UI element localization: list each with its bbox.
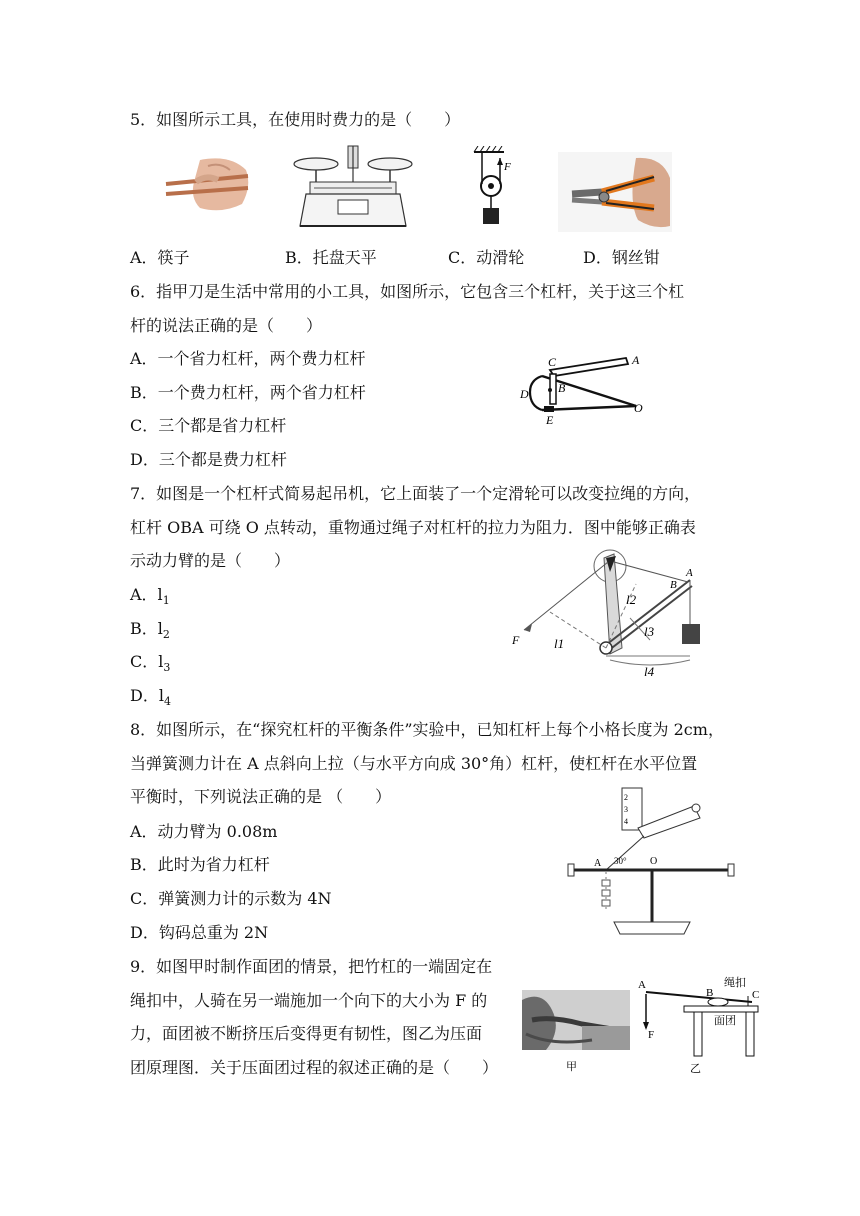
- q6-option-a[interactable]: A．一个省力杠杆，两个费力杠杆: [130, 349, 366, 368]
- q6-label-b: B: [558, 381, 566, 395]
- q9-stem-line1: 9．如图甲时制作面团的情景，把竹杠的一端固定在: [130, 957, 493, 976]
- q8-stem-line1: 8．如图所示，在“探究杠杆的平衡条件”实验中，已知杠杆上每个小格长度为 2cm，: [130, 720, 724, 739]
- q6-option-c[interactable]: C．三个都是省力杠杆: [130, 416, 287, 435]
- q5-option-c[interactable]: C．动滑轮: [448, 248, 525, 267]
- q9-stem-line4: 团原理图．关于压面团过程的叙述正确的是（ ）: [130, 1058, 499, 1077]
- dough-photo-figure: [522, 990, 630, 1074]
- q6-option-b[interactable]: B．一个费力杠杆，两个省力杠杆: [130, 383, 366, 402]
- q7-option-d[interactable]: D．$l_4$: [130, 686, 171, 709]
- q6-stem-line2: 杆的说法正确的是（ ）: [130, 316, 323, 335]
- q8-option-a[interactable]: A．动力臂为 0.08m: [130, 822, 278, 841]
- q8-option-c[interactable]: C．弹簧测力计的示数为 4N: [130, 889, 332, 908]
- q5-option-d[interactable]: D．钢丝钳: [583, 248, 660, 267]
- q8-scale-4: 4: [624, 817, 628, 826]
- q7-stem-line2: 杠杆 OBA 可绕 O 点转动，重物通过绳子对杠杆的拉力为阻力．图中能够正确表: [130, 518, 696, 537]
- q9-label-a: A: [638, 979, 646, 991]
- q9-label-dough: 面团: [714, 1015, 736, 1027]
- q7-label-l4: l4: [644, 664, 655, 679]
- q5-option-a[interactable]: A．筷子: [130, 248, 190, 267]
- nail-clipper-figure: [516, 350, 666, 430]
- q6-label-c: C: [548, 355, 557, 369]
- q6-option-d[interactable]: D．三个都是费力杠杆: [130, 450, 287, 469]
- q6-label-e: E: [546, 413, 554, 427]
- q9-label-yi: 乙: [690, 1063, 701, 1075]
- lever-experiment-figure: [566, 784, 740, 944]
- q8-label-o: O: [650, 856, 658, 867]
- q9-label-b: B: [706, 987, 714, 999]
- q8-scale-3: 3: [624, 805, 628, 814]
- q9-label-jia: 甲: [566, 1061, 577, 1073]
- q7-stem-line1: 7．如图是一个杠杆式简易起吊机，它上面装了一个定滑轮可以改变拉绳的方向，: [130, 484, 701, 503]
- q5-stem: 5．如图所示工具，在使用时费力的是（ ）: [130, 110, 461, 129]
- q8-option-d[interactable]: D．钩码总重为 2N: [130, 923, 269, 942]
- dough-schematic-figure: [634, 972, 760, 1076]
- q6-label-d: D: [520, 387, 529, 401]
- q9-stem-line3: 力，面团被不断挤压后变得更有韧性，图乙为压面: [130, 1024, 483, 1043]
- q8-option-b[interactable]: B．此时为省力杠杆: [130, 855, 270, 874]
- crane-lever-figure: [510, 544, 706, 680]
- q7-stem-line3: 示动力臂的是（ ）: [130, 551, 291, 570]
- q7-option-b[interactable]: B．$l_2$: [130, 619, 170, 642]
- pliers-figure: [558, 152, 672, 232]
- q8-label-a: A: [594, 858, 602, 869]
- q9-label-c: C: [752, 989, 760, 1001]
- q7-label-a: A: [686, 567, 693, 579]
- q5-option-b[interactable]: B．托盘天平: [285, 248, 377, 267]
- q7-label-b: B: [670, 579, 677, 591]
- q9-stem-line2: 绳扣中，人骑在另一端施加一个向下的大小为 F 的: [130, 991, 488, 1010]
- q8-scale-2: 2: [624, 793, 628, 802]
- q9-label-knot: 绳扣: [724, 977, 746, 989]
- q8-label-angle: 30°: [614, 856, 627, 866]
- q9-label-f: F: [648, 1029, 655, 1041]
- tray-balance-figure: [292, 144, 414, 232]
- q6-stem-line1: 6．指甲刀是生活中常用的小工具，如图所示，它包含三个杠杆，关于这三个杠: [130, 282, 685, 301]
- q8-stem-line2: 当弹簧测力计在 A 点斜向上拉（与水平方向成 30°角）杠杆，使杠杆在水平位置: [130, 754, 698, 773]
- q8-stem-line3: 平衡时，下列说法正确的是 （ ）: [130, 787, 392, 806]
- q6-label-a: A: [632, 353, 640, 367]
- q6-label-o: O: [634, 401, 643, 415]
- q7-label-l2: l2: [626, 592, 637, 607]
- chopsticks-figure: [160, 152, 252, 216]
- q7-option-a[interactable]: A．$l_1$: [130, 585, 170, 608]
- q7-label-f: F: [512, 633, 520, 647]
- q7-option-c[interactable]: C．$l_3$: [130, 652, 171, 675]
- q7-label-l3: l3: [644, 624, 655, 639]
- movable-pulley-figure: [470, 146, 520, 238]
- q7-label-l1: l1: [554, 636, 565, 651]
- q5-force-label: F: [504, 161, 511, 173]
